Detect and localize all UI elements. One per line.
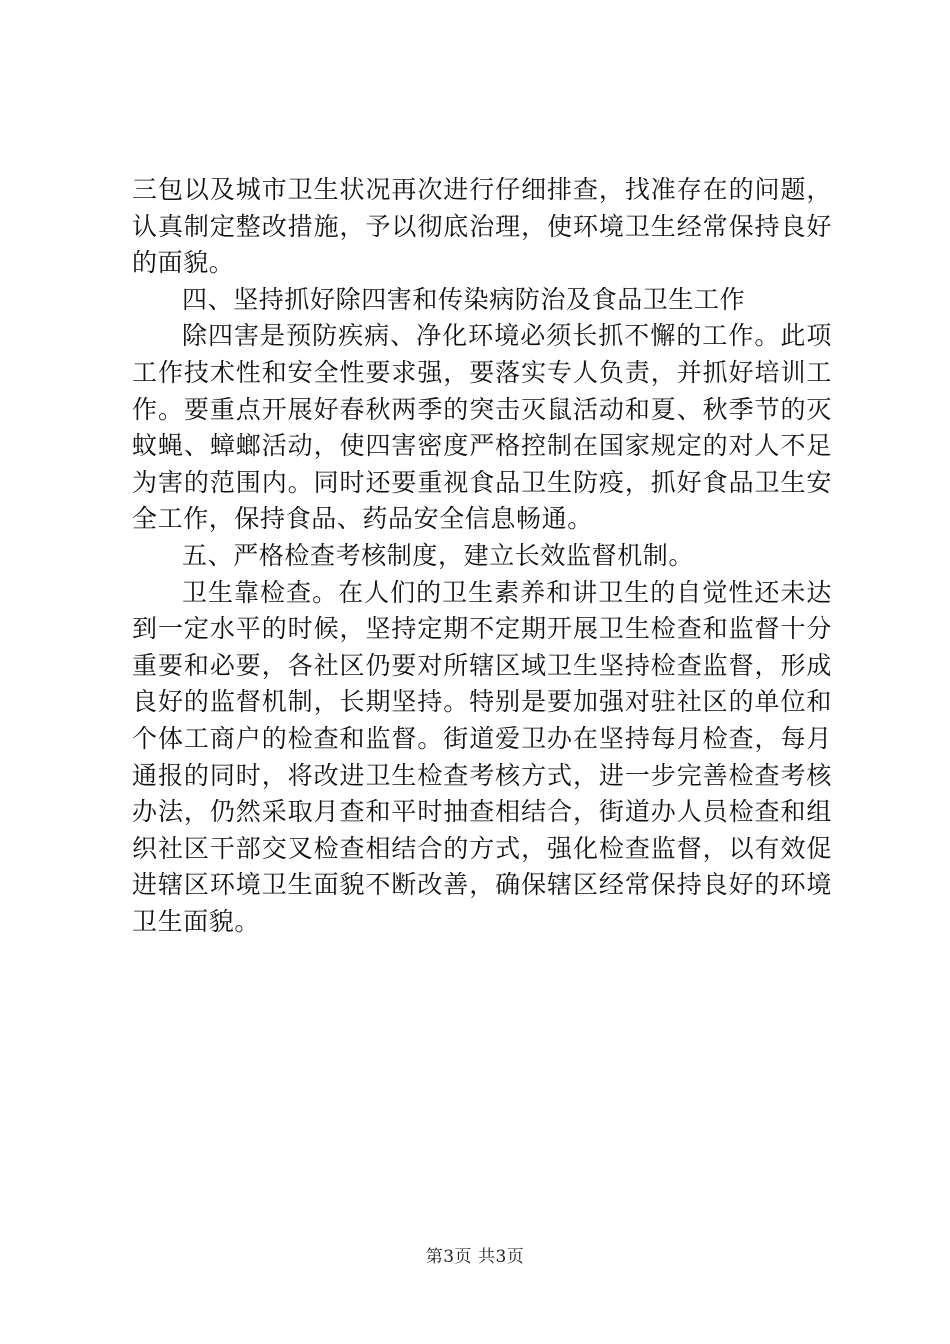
- text-line: 为害的范围内。同时还要重视食品卫生防疫，抓好食品卫生安: [132, 467, 832, 497]
- text-line: 认真制定整改措施，予以彻底治理，使环境卫生经常保持良好: [132, 211, 832, 241]
- text-line: 织社区干部交叉检查相结合的方式，强化检查监督，以有效促: [132, 833, 832, 863]
- text-line: 蚊蝇、蟑螂活动，使四害密度严格控制在国家规定的对人不足: [132, 431, 832, 461]
- text-line: 个体工商户的检查和监督。街道爱卫办在坚持每月检查，每月: [132, 723, 832, 753]
- text-line: 卫生面貌。: [132, 906, 261, 936]
- section-heading: 四、坚持抓好除四害和传染病防治及食品卫生工作: [182, 284, 746, 314]
- text-line: 到一定水平的时候，坚持定期不定期开展卫生检查和监督十分: [132, 614, 832, 644]
- text-line: 全工作，保持食品、药品安全信息畅通。: [132, 504, 593, 534]
- section-heading: 五、严格检查考核制度，建立长效监督机制。: [182, 540, 695, 570]
- text-line: 作。要重点开展好春秋两季的突击灭鼠活动和夏、秋季节的灭: [132, 394, 832, 424]
- text-line: 良好的监督机制，长期坚持。特别是要加强对驻社区的单位和: [132, 687, 832, 717]
- text-line: 重要和必要，各社区仍要对所辖区域卫生坚持检查监督，形成: [132, 650, 832, 680]
- text-line: 通报的同时，将改进卫生检查考核方式，进一步完善检查考核: [132, 760, 832, 790]
- text-line: 工作技术性和安全性要求强，要落实专人负责，并抓好培训工: [132, 357, 832, 387]
- document-body: [132, 172, 832, 940]
- text-line: 进辖区环境卫生面貌不断改善，确保辖区经常保持良好的环境: [132, 870, 832, 900]
- page-footer: 第3页 共3页: [425, 1247, 525, 1267]
- text-line: 除四害是预防疾病、净化环境必须长抓不懈的工作。此项: [182, 321, 832, 351]
- text-line: 三包以及城市卫生状况再次进行仔细排查，找准存在的问题，: [132, 175, 832, 204]
- text-line: 卫生靠检查。在人们的卫生素养和讲卫生的自觉性还未达: [182, 577, 832, 607]
- text-line: 的面貌。: [132, 248, 235, 278]
- text-line: 办法，仍然采取月查和平时抽查相结合，街道办人员检查和组: [132, 797, 832, 827]
